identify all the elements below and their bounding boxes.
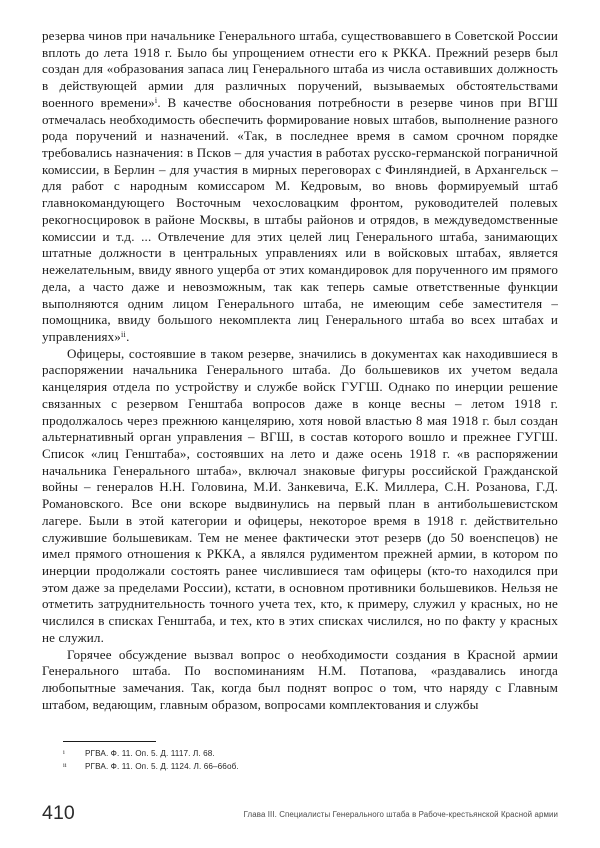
footnote-marker: ii	[63, 761, 67, 769]
page-footer	[42, 802, 558, 832]
footnote-block	[63, 741, 533, 773]
footnote-reference[interactable]: i	[154, 95, 158, 105]
running-head: Глава III. Специалисты Генерального штаба в Рабоче-крестьянской Красной армии	[243, 810, 558, 819]
footnote-text: РГВА. Ф. 11. Оп. 5. Д. 1124. Л. 66–66об.	[85, 762, 239, 772]
footnote-separator-rule	[63, 741, 156, 742]
footnote-marker: i	[63, 748, 65, 756]
footnote-reference[interactable]: ii	[120, 329, 127, 339]
footnote-item	[63, 747, 533, 760]
body-text-column	[42, 28, 558, 713]
paragraph-1: резерва чинов при начальнике Генерального штаба, существовавшего в Советской России вплоть до лета 1918 г. Было бы упрощением отнести его к РККА. Прежний резерв был создан для «образования запаса лиц Генерального штаба из числа оставивших должность в действующей армии для различных поручений, вызываемых обстоятельствами военного времени»$^i$. В качестве обоснования потребности в резерве чинов при ВГШ отмечалась необходимость обеспечить формирование новых штабов, выполнение разного рода поручений и назначений. «Так, в последнее время в самом срочном порядке требовались назначения: в Псков – для участия в работах русско-германской пограничной комиссии, в Берлин – для участия в мирных переговорах с Финляндией, в Архангельск – для работ с народным комиссаром М. Кедровым, во вновь формируемый штаб главнокомандующего Восточным чехословацким фронтом, руководителей полевых рекогносцировок в районе Москвы, в штабы районов и отрядов, в междуведомственные комиссии и т.д. ... Отвлечение для этих целей лиц Генерального штаба, занимающих штатные должности в центральных управлениях или в войсковых штабах, является нежелательным, ввиду явного ущерба от этих командировок для порученного им прямого дела, а часто даже и невозможным, так как теперь самые ответственные функции выполняются одним лицом Генерального штаба, не имеющим себе заместителя – помощника, ввиду большого некомплекта лиц Генерального штаба во всех штабах и управлениях»$^{ii}$.	[42, 28, 558, 344]
footnote-item	[63, 760, 533, 773]
page-number: 410	[42, 802, 75, 824]
paragraph-3: Горячее обсуждение вызвал вопрос о необходимости создания в Красной армии Генерального штаба. По воспоминаниям Н.М. Потапова, «раздавались иногда любопытные замечания. Так, когда был поднят вопрос о том, что наряду с Главным штабом, ведающим, главным образом, вопросами комплектования и службы	[42, 646, 558, 712]
footnote-text: РГВА. Ф. 11. Оп. 5. Д. 1117. Л. 68.	[85, 749, 215, 758]
paragraph-2: Офицеры, состоявшие в таком резерве, значились в документах как находившиеся в распоряжении начальника Генерального штаба. До большевиков их учетом ведала канцелярия отдела по устройству и службе войск ГУГШ. Однако по инерции решение связанных с резервом Генштаба вопросов даже в конце весны – летом 1918 г. продолжалось через прежнюю канцелярию, хотя новой властью 8 мая 1918 г. был создан альтернативный орган управления – ВГШ, в состав которого вошло и прежнее ГУГШ. Список «лиц Генштаба», состоявших на лето и даже осень 1918 г. «в распоряжении начальника Генерального штаба», включал знаковые фигуры российской Гражданской войны – генералов Н.Н. Головина, М.И. Занкевича, Е.К. Миллера, С.Н. Розанова, Г.Д. Романовского. Все они вскоре выдвинулись на первый план в антибольшевистском лагере. Были в этой категории и офицеры, некоторое время в 1918 г. действительно служившие большевикам. Тем не менее фактически этот резерв (до 50 военспецов) не имел прямого отношения к РККА, а являлся рудиментом прежней армии, в котором по инерции продолжали состоять ранее числившиеся там офицеры (кто-то находился при этом даже за пределами России), кстати, в основном противники большевиков. Нельзя не отметить затруднительность точного учета тех, кто, к примеру, служил у красных, но не числился в списках Генштаба, и тех, кто в этих списках числился, но по факту у красных не служил.	[42, 345, 558, 645]
footnote-list	[63, 747, 533, 773]
